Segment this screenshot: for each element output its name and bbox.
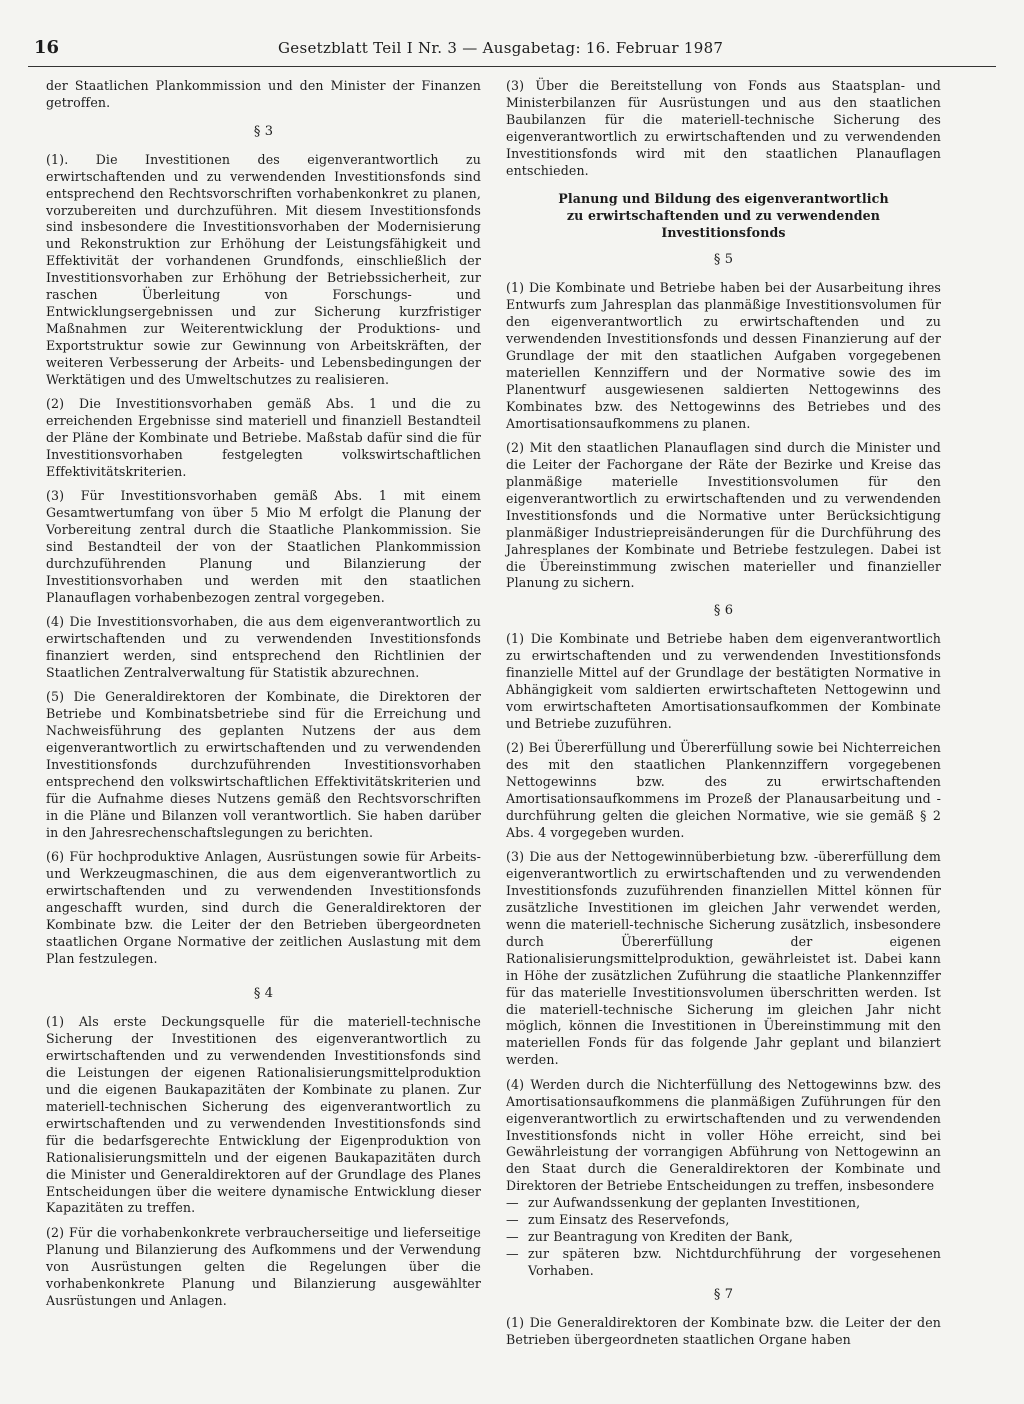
header-rule — [28, 66, 996, 67]
page-header — [34, 36, 990, 66]
gazette-title: Gesetzblatt Teil I Nr. 3 — Ausgabetag: 16. Februar 1987 — [278, 39, 724, 57]
list-item: — zur Beantragung von Krediten der Bank, — [506, 1229, 941, 1246]
subtitle-line: Investitionsfonds — [661, 225, 786, 241]
section-3-heading: § 3 — [253, 123, 274, 139]
section-7-para-1: (1) Die Generaldirektoren der Kombinate bzw. die Leiter der den Betrieben übergeordneten staatlichen Organe haben — [506, 1314, 941, 1347]
section-3-para-6: (6) Für hochproduktive Anlagen, Ausrüstungen sowie für Arbeits- und Werkzeugmaschinen, die aus dem eigenverantwortlich zu erwirtschaftenden und zu verwendenden Investitionsfonds angeschafft wurden, sind durch die Generaldirektoren der Kombinate bzw. die Leiter der den Betrieben übergeordneten staatlichen Organe Normative der zeitlichen Auslastung mit dem Plan festzulegen. — [46, 849, 481, 966]
section-6-para-3: (3) Die aus der Nettogewinnüberbietung bzw. -übererfüllung dem eigenverantwortlich zu erwirtschaftenden und zu verwendenden Investitionsfonds zuzuführenden finanziellen Mittel können für zusätzliche Investitionen im gleichen Jahr verwendet werden, wenn die materiell-technische Sicherung zusätzlich, insbesondere durch Übererfüllung der eigenen Rationalisierungsmittelproduktion, gewährleistet ist. Dabei kann in Höhe der zusätzlichen Zuführung die staatliche Plankennziffer für das materielle Investitionsvolumen überschritten werden. Ist die materiell-technische Sicherung im gleichen Jahr nicht möglich, können die Investitionen in Übereinstimmung mit den materiellen Fonds für das folgende Jahr geplant und bilanziert werden. — [506, 849, 941, 1068]
list-item: — zur späteren bzw. Nichtdurchführung der vorgesehenen Vorhaben. — [506, 1246, 941, 1280]
subtitle-line: zu erwirtschaftenden und zu verwendenden — [566, 208, 881, 224]
section-6-para-4: (4) Werden durch die Nichterfüllung des Nettogewinns bzw. des Amortisationsaufkommens die planmäßigen Zuführungen für den eigenverantwortlich zu erwirtschaftenden und zu verwendenden Investitionsfonds nicht in voller Höhe erreicht, sind bei Gewährleistung der vorrangigen Abführung von Nettogewinn an den Staat durch die Generaldirektoren der Kombinate und Direktoren der Betriebe Entscheidungen zu treffen, insbesondere — [506, 1076, 941, 1194]
section-6-heading: § 6 — [713, 603, 734, 619]
section-3-para-4: (4) Die Investitionsvorhaben, die aus dem eigenverantwortlich zu erwirtschaftenden und zu verwendenden Investitionsfonds finanziert werden, sind entsprechend den Richtlinien der Staatlichen Zentralverwaltung für Statistik abzurechnen. — [46, 614, 481, 680]
section-3-para-1: (1). Die Investitionen des eigenverantwortlich zu erwirtschaftenden und zu verwendenden Investitionsfonds sind entsprechend den Rechtsvorschriften vorhabenkonkret zu planen, vorzubereiten und durchzuführen. Mit diesem Investitionsfonds sind insbesondere die Investitionsvorhaben der Modernisierung und Rekonstruktion zur Erhöhung der Leistungsfähigkeit und Effektivität der vorhandenen Grundfonds, einschließlich der Investitionsvorhaben zur Erhöhung der Betriebssicherheit, zur raschen Überleitung von Forschungs- und Entwicklungsergebnissen und zur Sicherung kurzfristiger Maßnahmen zur Weiterentwicklung der Produktions- und Exportstruktur sowie zur Gewinnung von Arbeitskräften, der weiteren Verbesserung der Arbeits- und Lebensbedingungen der Werktätigen und des Umweltschutzes zu realisieren. — [46, 151, 481, 387]
measures-list — [506, 1195, 941, 1280]
section-4-para-2: (2) Für die vorhabenkonkrete verbraucherseitige und lieferseitige Planung und Bilanzierung des Aufkommens und der Verwendung von Ausrüstungen gelten die Regelungen über die vorhabenkonkrete Planung und Bilanzierung ausgewählter Ausrüstungen und Anlagen. — [46, 1224, 481, 1308]
right-column — [506, 78, 941, 1356]
section-3-para-2: (2) Die Investitionsvorhaben gemäß Abs. 1 und die zu erreichenden Ergebnisse sind materiell und finanziell Bestandteil der Pläne der Kombinate und Betriebe. Maßstab dafür sind die für Investitionsvorhaben festgelegten volkswirtschaftlichen Effektivitätskriterien. — [46, 396, 481, 479]
section-5-para-2: (2) Mit den staatlichen Planauflagen sind durch die Minister und die Leiter der Fachorgane der Räte der Bezirke und Kreise das planmäßige materielle Investitionsvolumen für den eigenverantwortlich zu erwirtschaftenden und zu verwendenden Investitionsfonds und die Normative unter Berücksichtigung planmäßiger Industriepreisänderungen für die Durchführung des Jahresplanes der Kombinate und Betriebe festzulegen. Dabei ist die Übereinstimmung zwischen materieller und finanzieller Planung zu sichern. — [506, 440, 941, 591]
list-item: — zur Aufwandssenkung der geplanten Investitionen, — [506, 1195, 941, 1212]
section-5-heading: § 5 — [713, 252, 734, 268]
subtitle-line: Planung und Bildung des eigenverantwortlich — [558, 191, 889, 207]
left-column — [46, 78, 481, 1317]
page-number: 16 — [34, 37, 60, 58]
section-6-para-1: (1) Die Kombinate und Betriebe haben dem eigenverantwortlich zu erwirtschaftenden und zu verwendenden Investitionsfonds finanzielle Mittel auf der Grundlage der bestätigten Normative in Abhängigkeit vom saldierten erwirtschafteten Nettogewinn und vom erwirtschafteten Amortisationsaufkommen der Kombinate und Betriebe zuzuführen. — [506, 631, 941, 731]
section-7-heading: § 7 — [713, 1286, 734, 1302]
paragraph-intro: der Staatlichen Plankommission und den Minister der Finanzen getroffen. — [46, 78, 481, 110]
subtitle-block — [506, 190, 941, 241]
list-item: — zum Einsatz des Reservefonds, — [506, 1212, 941, 1229]
section-4-heading: § 4 — [253, 986, 274, 1002]
section-3-para-3: (3) Für Investitionsvorhaben gemäß Abs. 1 mit einem Gesamtwertumfang von über 5 Mio M erfolgt die Planung der Vorbereitung zentral durch die Staatliche Plankommission. Sie sind Bestandteil der von der Staatlichen Plankommission durchzuführenden Planung und Bilanzierung der Investitionsvorhaben und werden mit den staatlichen Planauflagen vorhabenbezogen zentral vorgegeben. — [46, 488, 481, 605]
section-6-para-2: (2) Bei Übererfüllung und Übererfüllung sowie bei Nichterreichen des mit den staatlichen Plankennziffern vorgegebenen Nettogewinns bzw. des zu erwirtschaftenden Amortisationsaufkommens im Prozeß der Planausarbeitung und -durchführung gelten die gleichen Normative, wie sie gemäß § 2 Abs. 4 vorgegeben wurden. — [506, 740, 941, 840]
section-5-para-1: (1) Die Kombinate und Betriebe haben bei der Ausarbeitung ihres Entwurfs zum Jahresplan das planmäßige Investitionsvolumen für den eigenverantwortlich zu erwirtschaftenden und zu verwendenden Investitionsfonds und dessen Finanzierung auf der Grundlage der mit den staatlichen Aufgaben vorgegebenen materiellen Kennziffern und der Normative sowie des im Planentwurf ausgewiesenen saldierten Nettogewinns des Kombinates bzw. des Nettogewinns des Betriebes und des Amortisationsaufkommens zu planen. — [506, 280, 941, 431]
section-4-para-1: (1) Als erste Deckungsquelle für die materiell-technische Sicherung der Investitionen des eigenverantwortlich zu erwirtschaftenden und zu verwendenden Investitionsfonds sind die Leistungen der eigenen Rationalisierungsmittelproduktion und die eigenen Baukapazitäten der Kombinate zu planen. Zur materiell-technischen Sicherung des eigenverantwortlich zu erwirtschaftenden und zu verwendenden Investitionsfonds sind für die bedarfsgerechte Entwicklung der Eigenproduktion von Rationalisierungsmitteln und der eigenen Baukapazitäten durch die Minister und Generaldirektoren auf der Grundlage des Planes Entscheidungen über die weitere dynamische Entwicklung dieser Kapazitäten zu treffen. — [46, 1014, 481, 1216]
paragraph-continued: (3) Über die Bereitstellung von Fonds aus Staatsplan- und Ministerbilanzen für Ausrüstungen und aus den staatlichen Baubilanzen für die materiell-technische Sicherung des eigenverantwortlich zu erwirtschaftenden und zu verwendenden Investitionsfonds wird mit den staatlichen Planauflagen entschieden. — [506, 78, 941, 178]
section-3-para-5: (5) Die Generaldirektoren der Kombinate, die Direktoren der Betriebe und Kombinatsbetriebe sind für die Erreichung und Nachweisführung des geplanten Nutzens der aus dem eigenverantwortlich zu erwirtschaftenden und zu verwendenden Investitionsfonds durchzuführenden Investitionsvorhaben entsprechend den volkswirtschaftlichen Effektivitätskriterien und für die Aufnahme dieses Nutzens gemäß den Rechtsvorschriften in die Pläne und Bilanzen voll verantwortlich. Sie haben darüber in den Jahresrechenschaftslegungen zu berichten. — [46, 689, 481, 840]
